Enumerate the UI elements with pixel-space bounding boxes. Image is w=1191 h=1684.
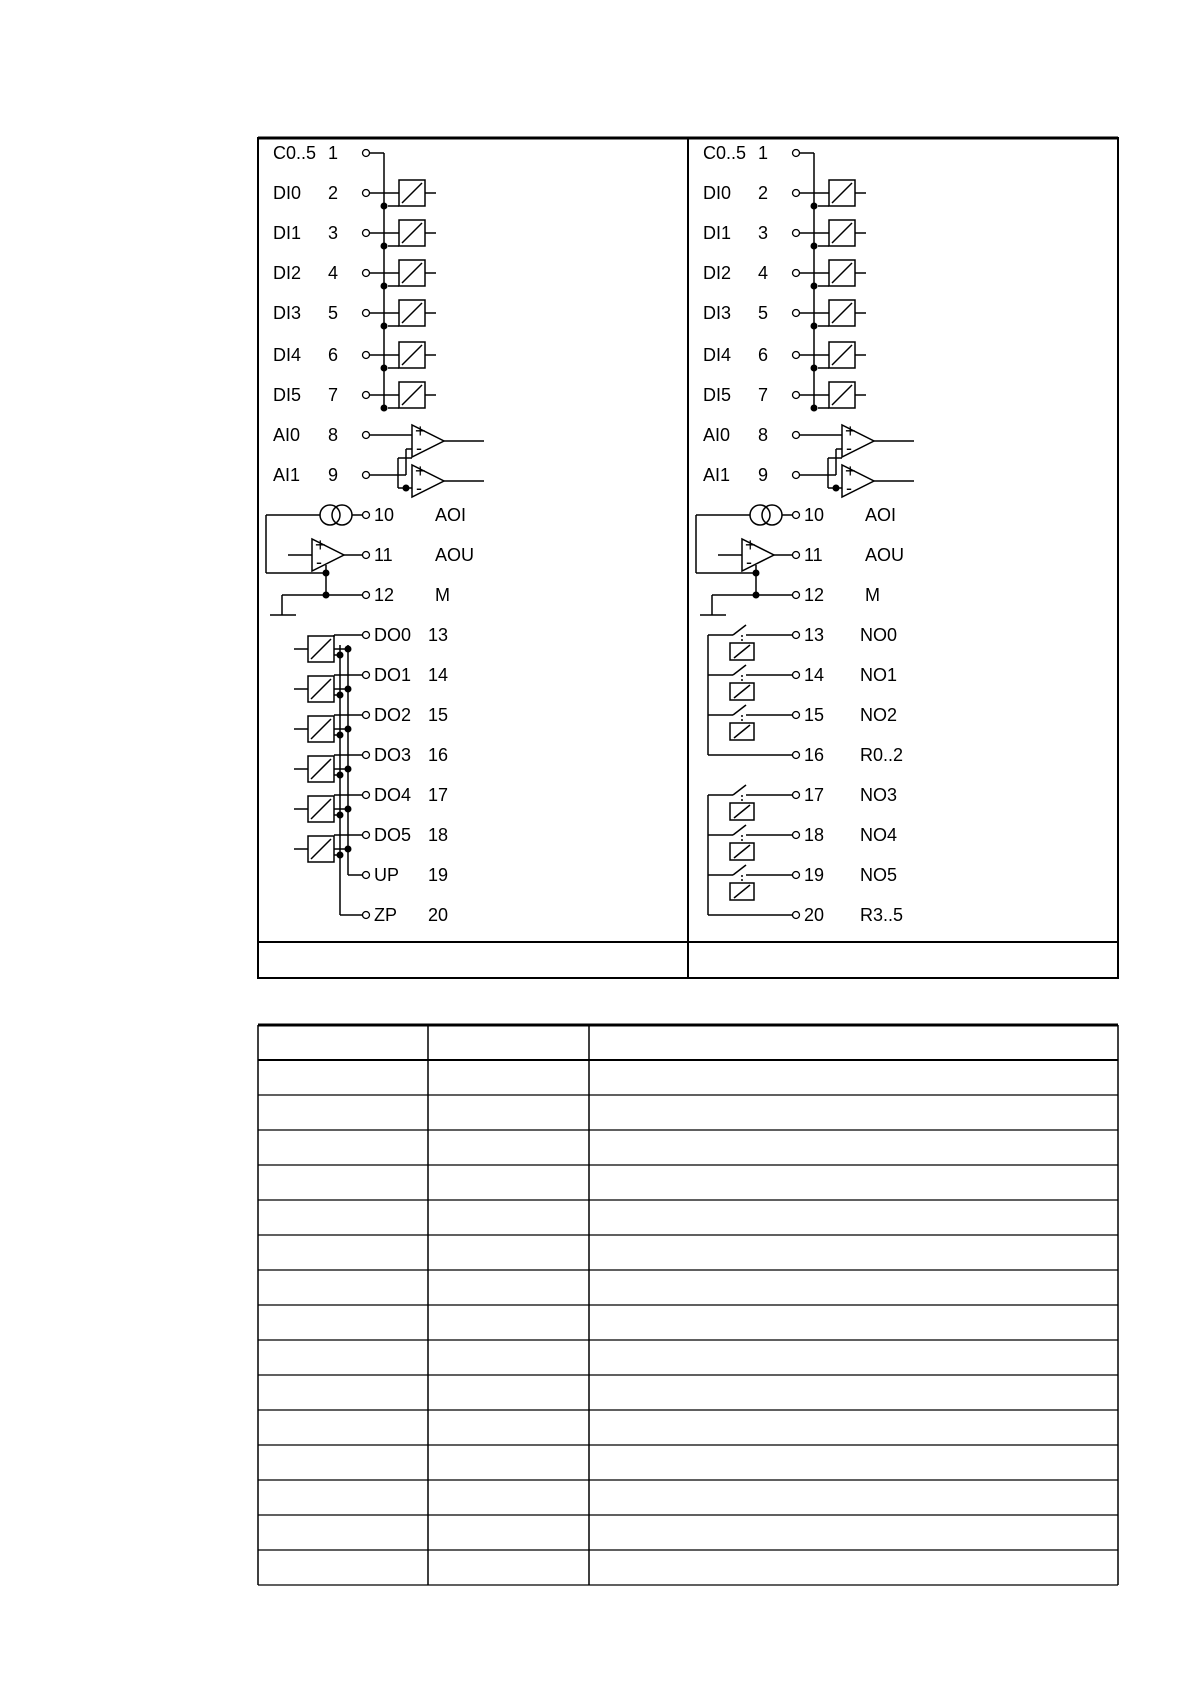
input-pin-number: 8: [328, 425, 339, 445]
input-pin-number: 6: [328, 345, 339, 365]
relay-contact: [733, 825, 746, 835]
input-pin-number: 7: [758, 385, 769, 405]
terminal-icon: [363, 270, 370, 277]
output-label: NO4: [860, 825, 898, 845]
terminal-icon: [363, 712, 370, 719]
terminal-icon: [793, 912, 800, 919]
input-pin-number: 9: [758, 465, 769, 485]
relay-contact: [733, 705, 746, 715]
analog-pin-number: 12: [804, 585, 825, 605]
terminal-icon: [363, 150, 370, 157]
analog-pin-number: 10: [804, 505, 825, 525]
terminal-icon: [793, 230, 800, 237]
junction-dot: [811, 203, 818, 210]
terminal-icon: [363, 832, 370, 839]
output-label: DO1: [374, 665, 412, 685]
input-pin-number: 3: [328, 223, 339, 243]
input-pin-number: 4: [328, 263, 339, 283]
output-label: R3..5: [860, 905, 904, 925]
input-label: AI1: [273, 465, 301, 485]
input-label: DI4: [273, 345, 302, 365]
analog-pin-number: 12: [374, 585, 395, 605]
output-label: NO1: [860, 665, 898, 685]
junction-dot: [323, 570, 330, 577]
output-pin-number: 14: [428, 665, 449, 685]
output-label: NO0: [860, 625, 898, 645]
output-pin-number: 16: [804, 745, 825, 765]
output-label: NO3: [860, 785, 898, 805]
terminal-icon: [363, 672, 370, 679]
terminal-icon: [363, 872, 370, 879]
output-pin-number: 18: [428, 825, 449, 845]
terminal-icon: [363, 632, 370, 639]
terminal-icon: [793, 352, 800, 359]
output-pin-number: 17: [428, 785, 449, 805]
input-pin-number: 2: [758, 183, 769, 203]
input-label: DI4: [703, 345, 732, 365]
junction-dot: [381, 405, 388, 412]
analog-label: AOU: [865, 545, 905, 565]
terminal-icon: [793, 832, 800, 839]
analog-pin-number: 11: [374, 545, 393, 565]
input-label: DI0: [273, 183, 302, 203]
amp-minus: -: [416, 438, 422, 458]
input-pin-number: 4: [758, 263, 769, 283]
input-pin-number: 3: [758, 223, 769, 243]
junction-dot: [811, 323, 818, 330]
input-label: C0..5: [703, 143, 747, 163]
output-pin-number: 19: [804, 865, 825, 885]
amp-plus: +: [845, 461, 856, 481]
terminal-icon: [793, 512, 800, 519]
data-table: [258, 1025, 1118, 1585]
input-label: AI0: [273, 425, 301, 445]
input-pin-number: 6: [758, 345, 769, 365]
amp-plus: +: [415, 461, 426, 481]
output-pin-number: 13: [804, 625, 825, 645]
output-label: DO5: [374, 825, 412, 845]
junction-dot: [381, 323, 388, 330]
output-pin-number: 13: [428, 625, 449, 645]
input-label: DI3: [273, 303, 302, 323]
input-label: DI5: [703, 385, 732, 405]
input-pin-number: 5: [758, 303, 769, 323]
terminal-icon: [793, 792, 800, 799]
input-label: AI1: [703, 465, 731, 485]
input-label: DI0: [703, 183, 732, 203]
terminal-icon: [363, 512, 370, 519]
analog-label: AOU: [435, 545, 475, 565]
junction-dot: [381, 283, 388, 290]
input-label: DI1: [703, 223, 732, 243]
junction-dot: [381, 243, 388, 250]
input-pin-number: 2: [328, 183, 339, 203]
output-label: DO0: [374, 625, 412, 645]
terminal-icon: [363, 230, 370, 237]
output-label: NO2: [860, 705, 898, 725]
analog-label: M: [435, 585, 450, 605]
output-pin-number: 18: [804, 825, 825, 845]
output-pin-number: 20: [804, 905, 825, 925]
output-label: R0..2: [860, 745, 904, 765]
current-source-icon: [320, 505, 340, 525]
input-label: DI1: [273, 223, 302, 243]
terminal-icon: [793, 592, 800, 599]
terminal-icon: [793, 632, 800, 639]
terminal-icon: [363, 352, 370, 359]
input-pin-number: 7: [328, 385, 339, 405]
terminal-icon: [793, 672, 800, 679]
terminal-icon: [793, 392, 800, 399]
input-label: DI2: [703, 263, 732, 283]
terminal-icon: [363, 432, 370, 439]
output-label: DO2: [374, 705, 412, 725]
relay-contact: [733, 665, 746, 675]
output-label: DO4: [374, 785, 412, 805]
wiring-diagram-transistor-outputs: [266, 143, 484, 925]
junction-dot: [811, 405, 818, 412]
output-label: UP: [374, 865, 400, 885]
junction-dot: [811, 243, 818, 250]
terminal-icon: [363, 190, 370, 197]
amp-plus: +: [745, 535, 756, 555]
terminal-icon: [793, 712, 800, 719]
analog-pin-number: 10: [374, 505, 395, 525]
input-pin-number: 8: [758, 425, 769, 445]
terminal-icon: [363, 392, 370, 399]
junction-dot: [753, 570, 760, 577]
relay-contact: [733, 785, 746, 795]
output-label: ZP: [374, 905, 398, 925]
output-label: NO5: [860, 865, 898, 885]
relay-contact: [733, 865, 746, 875]
terminal-icon: [793, 270, 800, 277]
output-pin-number: 15: [804, 705, 825, 725]
terminal-icon: [793, 752, 800, 759]
input-pin-number: 9: [328, 465, 339, 485]
input-label: AI0: [703, 425, 731, 445]
analog-label: AOI: [865, 505, 897, 525]
terminal-icon: [793, 472, 800, 479]
relay-contact: [733, 625, 746, 635]
terminal-icon: [793, 190, 800, 197]
output-pin-number: 17: [804, 785, 825, 805]
input-label: C0..5: [273, 143, 317, 163]
terminal-icon: [793, 432, 800, 439]
junction-dot: [811, 283, 818, 290]
input-label: DI3: [703, 303, 732, 323]
output-pin-number: 16: [428, 745, 449, 765]
terminal-icon: [363, 310, 370, 317]
terminal-icon: [793, 150, 800, 157]
terminal-icon: [793, 872, 800, 879]
terminal-icon: [363, 792, 370, 799]
junction-dot: [811, 365, 818, 372]
terminal-icon: [793, 552, 800, 559]
output-pin-number: 15: [428, 705, 449, 725]
amp-minus: -: [746, 552, 752, 572]
amp-minus: -: [416, 478, 422, 498]
wiring-diagram-relay-outputs: [696, 143, 914, 925]
output-label: DO3: [374, 745, 412, 765]
analog-label: M: [865, 585, 880, 605]
input-label: DI2: [273, 263, 302, 283]
amp-plus: +: [845, 421, 856, 441]
amp-plus: +: [315, 535, 326, 555]
amp-plus: +: [415, 421, 426, 441]
amp-minus: -: [846, 438, 852, 458]
output-pin-number: 19: [428, 865, 449, 885]
terminal-icon: [363, 552, 370, 559]
current-source-icon: [750, 505, 770, 525]
amp-minus: -: [846, 478, 852, 498]
junction-dot: [381, 365, 388, 372]
analog-pin-number: 11: [804, 545, 823, 565]
junction-dot: [381, 203, 388, 210]
terminal-icon: [363, 752, 370, 759]
analog-label: AOI: [435, 505, 467, 525]
terminal-icon: [793, 310, 800, 317]
terminal-icon: [363, 592, 370, 599]
terminal-icon: [363, 912, 370, 919]
input-label: DI5: [273, 385, 302, 405]
amp-minus: -: [316, 552, 322, 572]
output-pin-number: 20: [428, 905, 449, 925]
input-pin-number: 5: [328, 303, 339, 323]
terminal-icon: [363, 472, 370, 479]
output-pin-number: 14: [804, 665, 825, 685]
input-pin-number: 1: [328, 143, 339, 163]
input-pin-number: 1: [758, 143, 769, 163]
